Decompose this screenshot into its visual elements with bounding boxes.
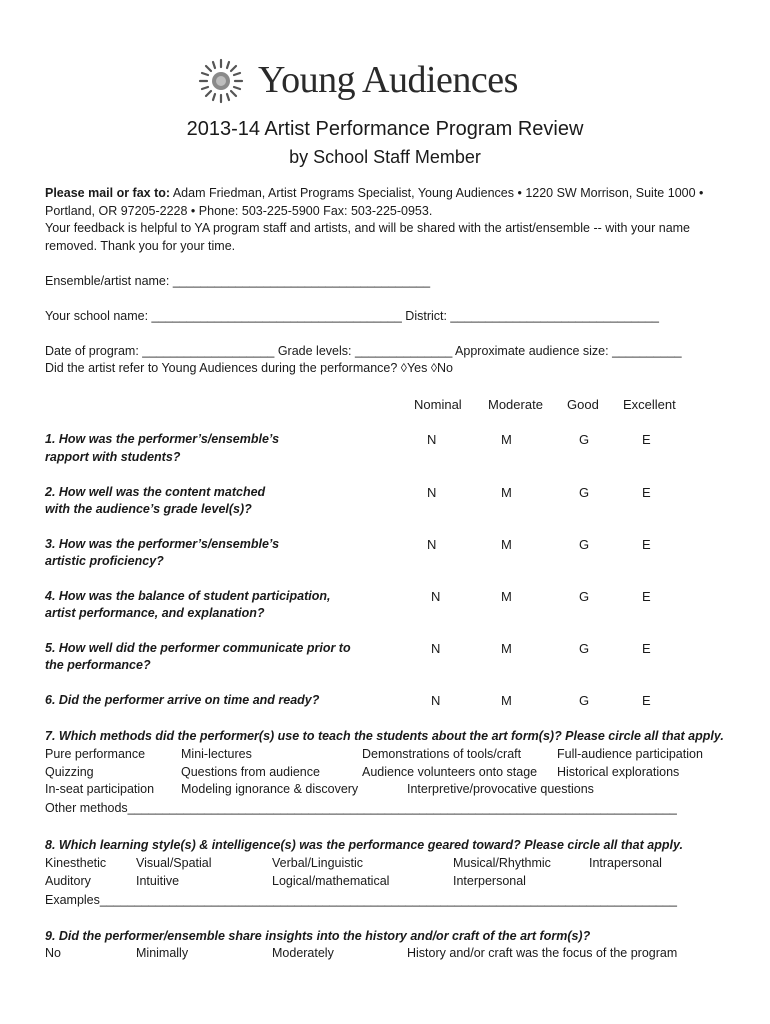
q7-option[interactable]: Pure performance — [45, 747, 146, 761]
q3-rating-e[interactable]: E — [642, 537, 651, 552]
q1-rating-n[interactable]: N — [427, 432, 437, 447]
q8-option[interactable]: Intuitive — [136, 874, 180, 888]
q7-option[interactable]: Modeling ignorance & discovery — [181, 782, 359, 796]
rating-header-nominal: Nominal — [414, 397, 462, 412]
q4-rating-m[interactable]: M — [501, 589, 512, 604]
question-5-line-1: 5. How well did the performer communicate prior to — [45, 641, 351, 655]
q2-rating-n[interactable]: N — [427, 485, 437, 500]
q1-rating-e[interactable]: E — [642, 432, 651, 447]
q5-rating-e[interactable]: E — [642, 641, 651, 656]
q1-rating-m[interactable]: M — [501, 432, 512, 447]
q7-option[interactable]: In-seat participation — [45, 782, 155, 796]
q8-option[interactable]: Logical/mathematical — [272, 874, 390, 888]
q7-option[interactable]: Questions from audience — [181, 765, 320, 779]
question-8: 8. Which learning style(s) & intelligence(s) was the performance geared toward? Please circle all that apply. — [45, 838, 683, 852]
question-1-line-2: rapport with students? — [45, 450, 181, 464]
rating-header-moderate: Moderate — [488, 397, 543, 412]
q8-option[interactable]: Kinesthetic — [45, 856, 107, 870]
q9-option[interactable]: Moderately — [272, 946, 334, 960]
feedback-line-2: removed. Thank you for your time. — [45, 239, 236, 253]
q4-rating-e[interactable]: E — [642, 589, 651, 604]
q3-rating-m[interactable]: M — [501, 537, 512, 552]
question-1-line-1: 1. How was the performer’s/ensemble’s — [45, 432, 280, 446]
q3-rating-n[interactable]: N — [427, 537, 437, 552]
question-2-line-1: 2. How well was the content matched — [45, 485, 266, 499]
rating-header-excellent: Excellent — [623, 397, 676, 412]
ensemble-name-field[interactable]: Ensemble/artist name: _____________________________________ — [45, 274, 431, 288]
question-9: 9. Did the performer/ensemble share insights into the history and/or craft of the art form(s)? — [45, 929, 591, 943]
q2-rating-e[interactable]: E — [642, 485, 651, 500]
mail-label: Please mail or fax to: — [45, 186, 171, 200]
q8-option[interactable]: Intrapersonal — [589, 856, 662, 870]
logo-text: Young Audiences — [258, 59, 518, 101]
mail-line-2: Portland, OR 97205-2228 • Phone: 503-225-5900 Fax: 503-225-0953. — [45, 204, 433, 218]
q7-option[interactable]: Demonstrations of tools/craft — [362, 747, 522, 761]
q4-rating-n[interactable]: N — [431, 589, 441, 604]
q5-rating-m[interactable]: M — [501, 641, 512, 656]
q7-option[interactable]: Full-audience participation — [557, 747, 703, 761]
q1-rating-g[interactable]: G — [579, 432, 590, 447]
sun-icon — [196, 56, 246, 106]
question-4-line-1: 4. How was the balance of student participation, — [45, 589, 331, 603]
question-4-line-2: artist performance, and explanation? — [45, 606, 265, 620]
q7-option[interactable]: Mini-lectures — [181, 747, 252, 761]
page-title: 2013-14 Artist Performance Program Review — [186, 118, 584, 140]
question-6-line-1: 6. Did the performer arrive on time and ready? — [45, 693, 320, 707]
q8-examples-field[interactable]: Examples___________________________________________________________________________________ — [45, 893, 677, 907]
q7-option[interactable]: Audience volunteers onto stage — [362, 765, 538, 779]
q8-option[interactable]: Verbal/Linguistic — [272, 856, 364, 870]
q5-rating-g[interactable]: G — [579, 641, 590, 656]
q2-rating-m[interactable]: M — [501, 485, 512, 500]
q8-option[interactable]: Auditory — [45, 874, 91, 888]
question-5-line-2: the performance? — [45, 658, 151, 672]
q9-option[interactable]: Minimally — [136, 946, 189, 960]
mail-line-1 — [45, 186, 703, 200]
q9-option[interactable]: No — [45, 946, 61, 960]
q2-rating-g[interactable]: G — [579, 485, 590, 500]
mail-address: Adam Friedman, Artist Programs Specialist, Young Audiences • 1220 SW Morrison, Suite 1000 • — [170, 186, 704, 200]
q7-option[interactable]: Historical explorations — [557, 765, 680, 779]
program-details-field[interactable]: Date of program: ___________________ Grade levels: ______________ Approximate audience size: __________ — [45, 344, 682, 358]
q6-rating-n[interactable]: N — [431, 693, 441, 708]
q4-rating-g[interactable]: G — [579, 589, 590, 604]
q9-option[interactable]: History and/or craft was the focus of the program — [407, 946, 678, 960]
page-subtitle: by School Staff Member — [289, 147, 481, 167]
q3-rating-g[interactable]: G — [579, 537, 590, 552]
q7-option[interactable]: Interpretive/provocative questions — [407, 782, 594, 796]
feedback-line-1: Your feedback is helpful to YA program staff and artists, and will be shared with the artist/ensemble -- with your name — [45, 221, 691, 235]
q7-other-methods-field[interactable]: Other methods_______________________________________________________________________________ — [45, 801, 677, 815]
rating-header-good: Good — [567, 397, 599, 412]
refer-ya-question[interactable]: Did the artist refer to Young Audiences during the performance? ◊Yes ◊No — [45, 361, 453, 375]
q8-option[interactable]: Interpersonal — [453, 874, 526, 888]
q6-rating-e[interactable]: E — [642, 693, 651, 708]
q7-option[interactable]: Quizzing — [45, 765, 94, 779]
question-3-line-2: artistic proficiency? — [45, 554, 164, 568]
q8-option[interactable]: Visual/Spatial — [136, 856, 212, 870]
q8-option[interactable]: Musical/Rhythmic — [453, 856, 551, 870]
school-district-field[interactable]: Your school name: ____________________________________ District: ______________________________ — [45, 309, 659, 323]
q6-rating-g[interactable]: G — [579, 693, 590, 708]
question-3-line-1: 3. How was the performer’s/ensemble’s — [45, 537, 280, 551]
question-7: 7. Which methods did the performer(s) use to teach the students about the art form(s)? Please circle all that apply. — [45, 729, 724, 743]
q6-rating-m[interactable]: M — [501, 693, 512, 708]
q5-rating-n[interactable]: N — [431, 641, 441, 656]
question-2-line-2: with the audience’s grade level(s)? — [45, 502, 252, 516]
